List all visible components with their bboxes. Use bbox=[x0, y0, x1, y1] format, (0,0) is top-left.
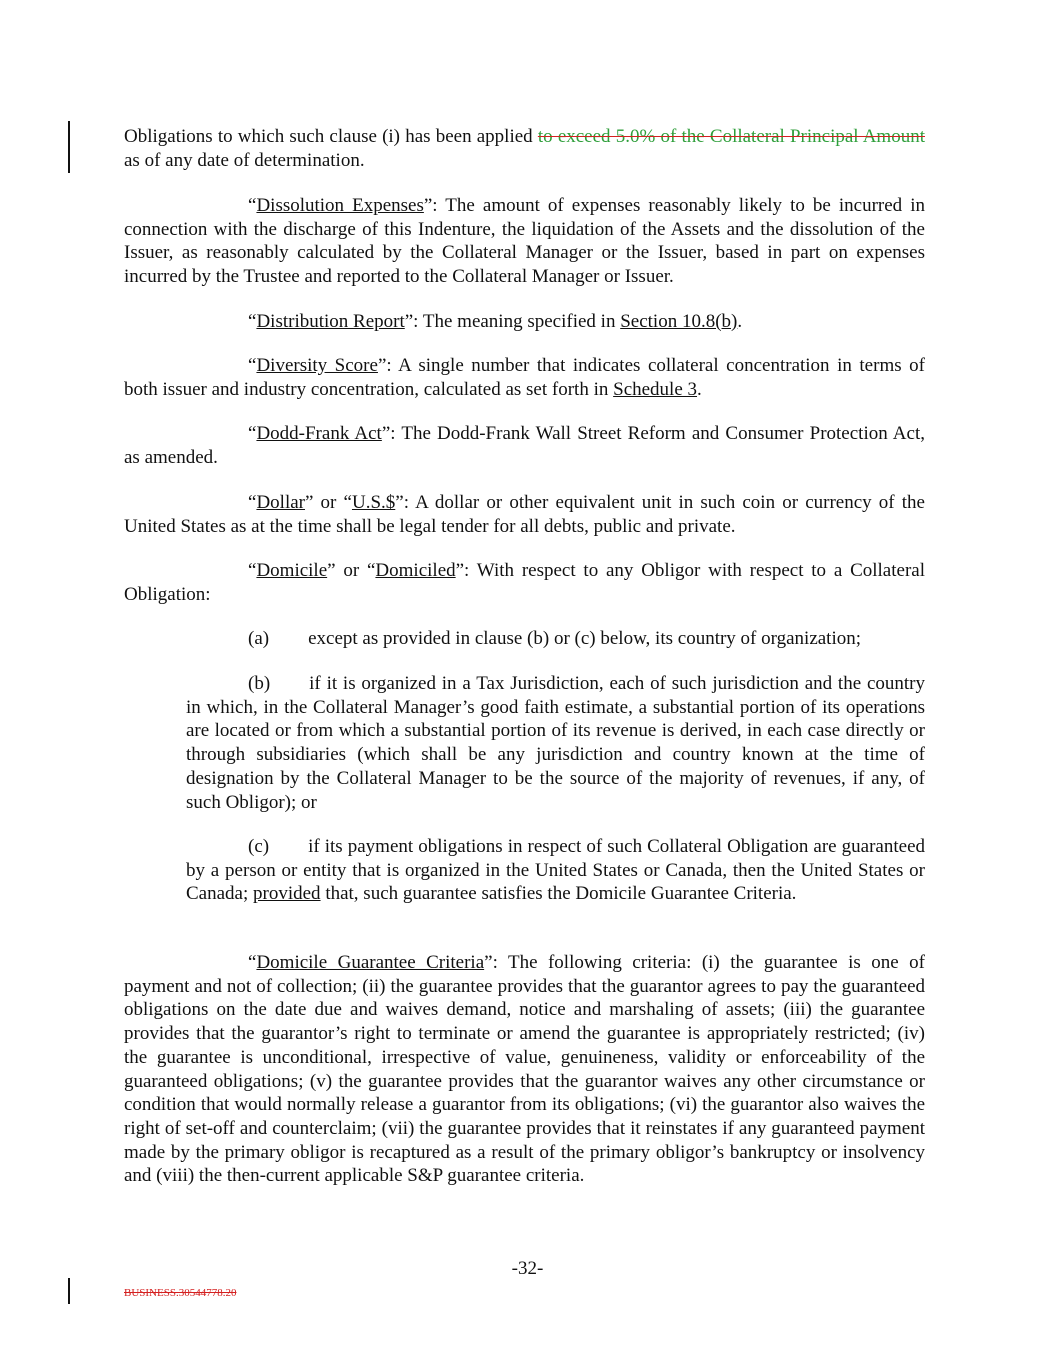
clause-label: (c) bbox=[248, 836, 270, 857]
defined-term: Domiciled bbox=[375, 560, 456, 581]
definition-dissolution-expenses: “Dissolution Expenses”: The amount of expenses reasonably likely to be incurred in connection with the discharge of this Indenture, the liquidation of the Assets and the dissolution of the Issuer, as reasonably calculated by the Collateral Manager or the Issuer, based in part on expenses incurred by the Trustee and reported to the Collateral Manager or Issuer. bbox=[124, 195, 925, 288]
provided-term: provided bbox=[253, 883, 321, 905]
defined-term: Dodd-Frank Act bbox=[256, 423, 382, 444]
clause-label: (b) bbox=[248, 673, 271, 694]
section-reference-link[interactable]: Section 10.8(b) bbox=[620, 311, 738, 332]
footer-document-code: BUSINESS.30544778.20 bbox=[124, 1287, 237, 1299]
defined-term: Domicile bbox=[256, 560, 328, 581]
defined-term: Dissolution Expenses bbox=[256, 195, 424, 216]
definition-domicile: “Domicile” or “Domiciled”: With respect to any Obligor with respect to a Collateral Obligation: bbox=[124, 560, 925, 605]
definition-diversity-score: “Diversity Score”: A single number that indicates collateral concentration in terms of both issuer and industry concentration, calculated as set forth in Schedule 3. bbox=[124, 355, 925, 400]
clause-a: (a) except as provided in clause (b) or (c) below, its country of organization; bbox=[248, 628, 862, 649]
clause-label: (a) bbox=[248, 628, 270, 649]
defined-term: Distribution Report bbox=[256, 311, 405, 332]
definition-distribution-report: “Distribution Report”: The meaning specified in Section 10.8(b). bbox=[248, 311, 743, 332]
defined-term: Domicile Guarantee Criteria bbox=[256, 952, 485, 973]
paragraph-obligations: Obligations to which such clause (i) has been applied to exceed 5.0% of the Collateral Principal Amount as of any date of determination. bbox=[124, 126, 925, 171]
schedule-reference-link[interactable]: Schedule 3 bbox=[613, 378, 698, 400]
clause-c: (c) if its payment obligations in respect of such Collateral Obligation are guaranteed by a person or entity that is organized in the United States or Canada, then the United States or Canada; provided that, such guarantee satisfies the Domicile Guarantee Criteria. bbox=[186, 836, 925, 905]
defined-term: Dollar bbox=[256, 492, 305, 513]
definition-domicile-guarantee-criteria: “Domicile Guarantee Criteria”: The following criteria: (i) the guarantee is one of payment and not of collection; (ii) the guarantee provides that the guarantor agrees to pay the guaranteed obligations on the date due and waives demand, notice and marshaling of assets; (iii) the guarantee provides that the guarantor’s right to terminate or amend the guarantee is appropriately restricted; (iv) the guarantee is unconditional, irrespective of value, genuineness, validity or enforceability of the guaranteed obligations; (v) the guarantee provides that the guarantor waives any other circumstance or condition that would normally release a guarantor from its obligations; (vi) the guarantor also waives the right of set-off and counterclaim; (vii) the guarantee provides that it reinstates if any guaranteed payment made by the primary obligor is recaptured as a result of the primary obligor’s bankruptcy or insolvency and (viii) the then-current applicable S&P guarantee criteria. bbox=[124, 952, 925, 1187]
defined-term: Diversity Score bbox=[256, 355, 378, 376]
defined-term: U.S.$ bbox=[351, 492, 396, 513]
deleted-text: to exceed 5.0% of the Collateral Principal Amount bbox=[537, 126, 925, 147]
clause-b: (b) if it is organized in a Tax Jurisdiction, each of such jurisdiction and the country in which, in the Collateral Manager’s good faith estimate, a substantial portion of its operations are located or from which a substantial portion of its revenue is derived, in each case directly or through subsidiaries (which shall be any jurisdiction and country known at the time of designation by the Collateral Manager to be the source of the majority of revenues, if any, of such Obligor); or bbox=[186, 673, 925, 813]
change-bar bbox=[68, 121, 70, 173]
page-number: -32- bbox=[511, 1258, 544, 1279]
change-bar bbox=[68, 1278, 70, 1304]
definition-dodd-frank-act: “Dodd-Frank Act”: The Dodd-Frank Wall Street Reform and Consumer Protection Act, as amended. bbox=[124, 423, 925, 468]
definition-dollar: “Dollar” or “U.S.$”: A dollar or other equivalent unit in such coin or currency of the United States as at the time shall be legal tender for all debts, public and private. bbox=[124, 492, 925, 537]
